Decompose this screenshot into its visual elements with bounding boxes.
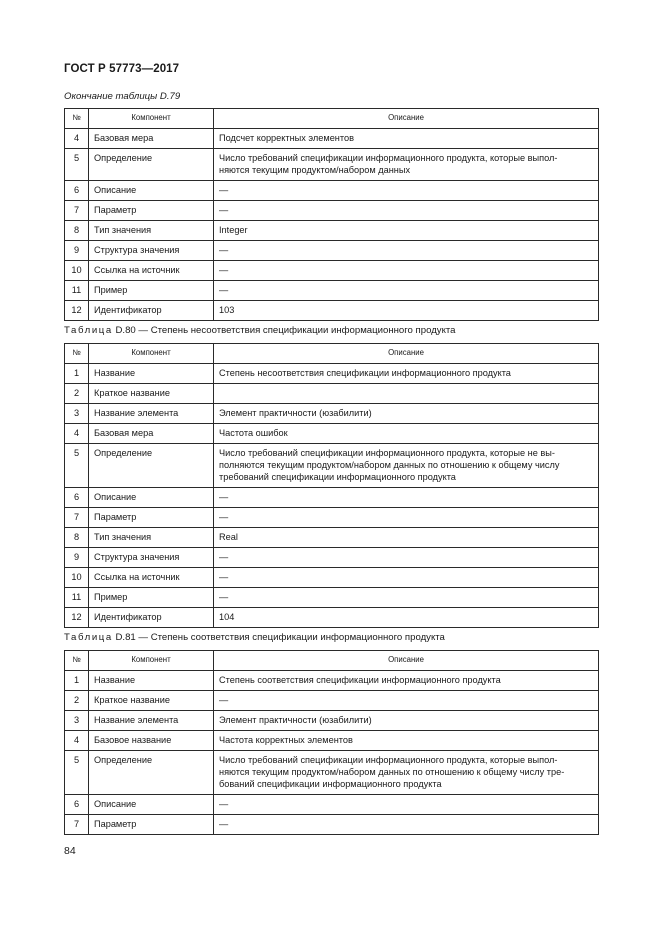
description-cell: Число требований спецификации информационного продукта, которые не вы- полняются текущим продуктом/набором данных по отношению к общему числу требований спецификации информационного продукта	[214, 444, 599, 488]
component-cell: Ссылка на источник	[89, 568, 214, 588]
description-cell: Элемент практичности (юзабилити)	[214, 711, 599, 731]
description-cell: 104	[214, 608, 599, 628]
component-cell: Параметр	[89, 508, 214, 528]
component-cell: Базовое название	[89, 731, 214, 751]
description-cell: Частота корректных элементов	[214, 731, 599, 751]
table-d80	[64, 343, 599, 628]
component-cell: Ссылка на источник	[89, 261, 214, 281]
column-header-description: Описание	[214, 344, 599, 364]
table-row	[65, 241, 599, 261]
row-number-cell: 4	[65, 731, 89, 751]
component-cell: Определение	[89, 751, 214, 795]
description-cell: Степень соответствия спецификации информационного продукта	[214, 671, 599, 691]
table-row	[65, 384, 599, 404]
table-row	[65, 588, 599, 608]
row-number-cell: 7	[65, 201, 89, 221]
row-number-cell: 6	[65, 181, 89, 201]
component-cell: Название	[89, 364, 214, 384]
table-d79	[64, 108, 599, 321]
row-number-cell: 8	[65, 528, 89, 548]
row-number-cell: 9	[65, 548, 89, 568]
table-d80-caption	[64, 325, 456, 336]
column-header-component: Компонент	[89, 109, 214, 129]
row-number-cell: 4	[65, 424, 89, 444]
description-cell: —	[214, 488, 599, 508]
component-cell: Описание	[89, 181, 214, 201]
description-cell: Real	[214, 528, 599, 548]
description-cell: —	[214, 588, 599, 608]
table-row	[65, 221, 599, 241]
component-cell: Название элемента	[89, 711, 214, 731]
component-cell: Параметр	[89, 201, 214, 221]
component-cell: Определение	[89, 444, 214, 488]
component-cell: Тип значения	[89, 528, 214, 548]
table-body	[65, 129, 599, 321]
row-number-cell: 1	[65, 671, 89, 691]
row-number-cell: 11	[65, 281, 89, 301]
component-cell: Описание	[89, 795, 214, 815]
component-cell: Структура значения	[89, 548, 214, 568]
table-body	[65, 671, 599, 835]
description-cell: Частота ошибок	[214, 424, 599, 444]
description-cell: —	[214, 568, 599, 588]
description-cell: —	[214, 691, 599, 711]
table-row	[65, 181, 599, 201]
description-cell: Степень несоответствия спецификации информационного продукта	[214, 364, 599, 384]
description-cell: Элемент практичности (юзабилити)	[214, 404, 599, 424]
caption-lead: Таблица	[64, 325, 113, 336]
table-d81	[64, 650, 599, 835]
table-row	[65, 508, 599, 528]
component-cell: Базовая мера	[89, 424, 214, 444]
table-row	[65, 671, 599, 691]
component-cell: Описание	[89, 488, 214, 508]
row-number-cell: 7	[65, 508, 89, 528]
table-row	[65, 364, 599, 384]
caption-text: D.81 — Степень соответствия спецификации информационного продукта	[115, 632, 445, 643]
row-number-cell: 10	[65, 261, 89, 281]
column-header-number: №	[65, 651, 89, 671]
table-row	[65, 404, 599, 424]
caption-text: D.80 — Степень несоответствия спецификации информационного продукта	[115, 325, 456, 336]
description-cell: —	[214, 815, 599, 835]
component-cell: Структура значения	[89, 241, 214, 261]
row-number-cell: 5	[65, 444, 89, 488]
column-header-description: Описание	[214, 651, 599, 671]
table-row	[65, 281, 599, 301]
row-number-cell: 3	[65, 404, 89, 424]
table-row	[65, 129, 599, 149]
row-number-cell: 3	[65, 711, 89, 731]
row-number-cell: 8	[65, 221, 89, 241]
component-cell: Тип значения	[89, 221, 214, 241]
caption-lead: Таблица	[64, 632, 113, 643]
table-row	[65, 751, 599, 795]
component-cell: Название	[89, 671, 214, 691]
table-row	[65, 444, 599, 488]
description-cell: —	[214, 508, 599, 528]
row-number-cell: 6	[65, 795, 89, 815]
table-row	[65, 548, 599, 568]
row-number-cell: 9	[65, 241, 89, 261]
description-cell: Число требований спецификации информационного продукта, которые выпол- няются текущим продуктом/набором данных	[214, 149, 599, 181]
component-cell: Название элемента	[89, 404, 214, 424]
component-cell: Краткое название	[89, 384, 214, 404]
table-body	[65, 364, 599, 628]
row-number-cell: 2	[65, 384, 89, 404]
description-cell: Подсчет корректных элементов	[214, 129, 599, 149]
description-cell: —	[214, 261, 599, 281]
column-header-number: №	[65, 109, 89, 129]
row-number-cell: 12	[65, 608, 89, 628]
description-cell: —	[214, 241, 599, 261]
row-number-cell: 7	[65, 815, 89, 835]
row-number-cell: 5	[65, 149, 89, 181]
row-number-cell: 1	[65, 364, 89, 384]
description-cell: —	[214, 281, 599, 301]
page-number: 84	[64, 845, 76, 857]
description-cell: Число требований спецификации информационного продукта, которые выпол- няются текущим продуктом/набором данных по отношению к общему числу тре- бований спецификации информационного продукта	[214, 751, 599, 795]
row-number-cell: 10	[65, 568, 89, 588]
component-cell: Пример	[89, 281, 214, 301]
document-header: ГОСТ Р 57773—2017	[64, 63, 180, 75]
table-row	[65, 731, 599, 751]
table-row	[65, 795, 599, 815]
description-cell: 103	[214, 301, 599, 321]
row-number-cell: 12	[65, 301, 89, 321]
row-number-cell: 11	[65, 588, 89, 608]
table-d79-caption: Окончание таблицы D.79	[64, 91, 181, 102]
description-cell: —	[214, 181, 599, 201]
component-cell: Базовая мера	[89, 129, 214, 149]
description-cell: —	[214, 548, 599, 568]
row-number-cell: 5	[65, 751, 89, 795]
table-row	[65, 301, 599, 321]
column-header-component: Компонент	[89, 651, 214, 671]
component-cell: Идентификатор	[89, 301, 214, 321]
row-number-cell: 4	[65, 129, 89, 149]
table-row	[65, 691, 599, 711]
table-row	[65, 711, 599, 731]
table-row	[65, 528, 599, 548]
description-cell: —	[214, 795, 599, 815]
table-row	[65, 261, 599, 281]
table-row	[65, 149, 599, 181]
table-row	[65, 568, 599, 588]
description-cell	[214, 384, 599, 404]
description-cell: —	[214, 201, 599, 221]
column-header-description: Описание	[214, 109, 599, 129]
table-row	[65, 424, 599, 444]
table-row	[65, 488, 599, 508]
column-header-component: Компонент	[89, 344, 214, 364]
component-cell: Параметр	[89, 815, 214, 835]
table-row	[65, 815, 599, 835]
table-d81-caption	[64, 632, 445, 643]
component-cell: Краткое название	[89, 691, 214, 711]
component-cell: Пример	[89, 588, 214, 608]
description-cell: Integer	[214, 221, 599, 241]
component-cell: Определение	[89, 149, 214, 181]
component-cell: Идентификатор	[89, 608, 214, 628]
row-number-cell: 2	[65, 691, 89, 711]
table-row	[65, 608, 599, 628]
column-header-number: №	[65, 344, 89, 364]
row-number-cell: 6	[65, 488, 89, 508]
table-row	[65, 201, 599, 221]
